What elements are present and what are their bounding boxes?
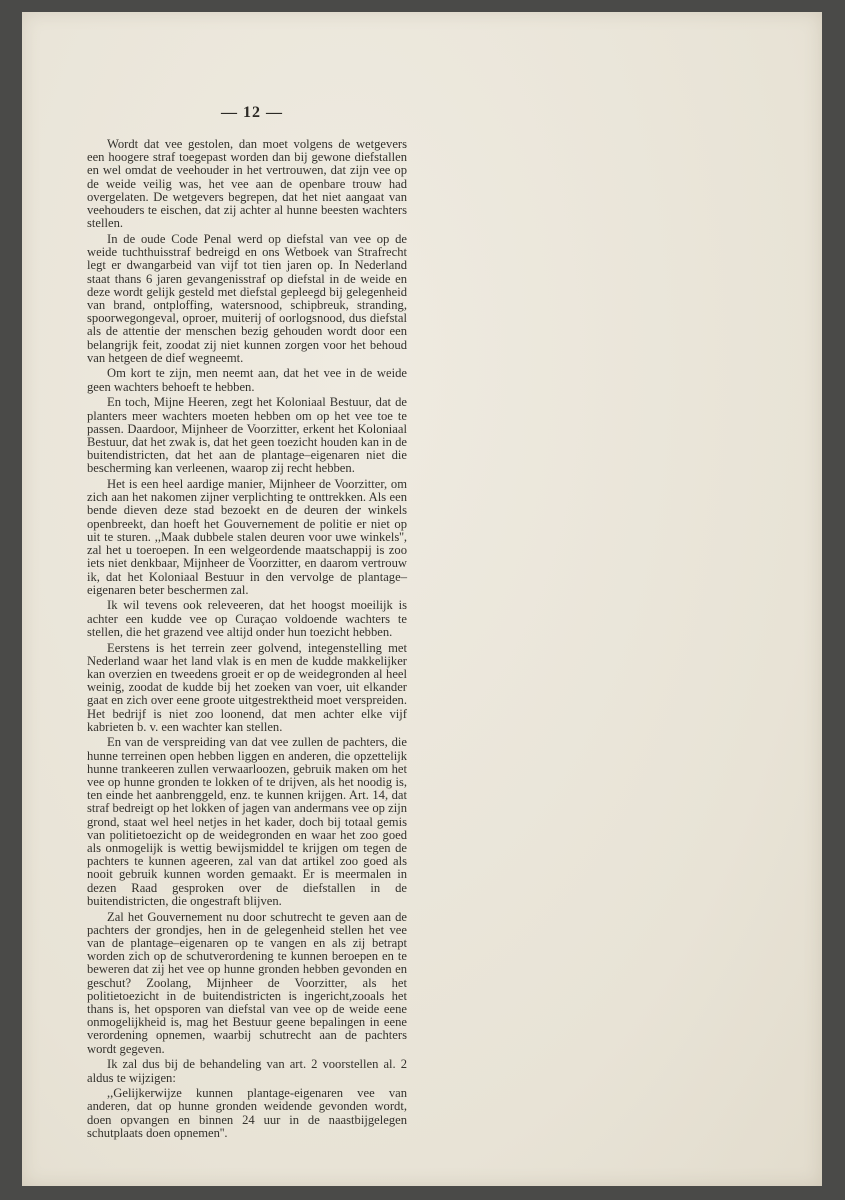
paragraph: En toch, Mijne Heeren, zegt het Koloniaal Bestuur, dat de planters meer wachters moeten hebben om op het vee toe te passen. Daardoor, Mijnheer de Voorzitter, erkent het Koloniaal Bestuur, dat het zwak is, dat het geen toezicht houden kan in de buitendistricten, dat het aan de plantage–eigenaren niet die bescherming kan verleenen, waarop zij recht hebben.	[87, 395, 407, 476]
paragraph: Het is een heel aardige manier, Mijnheer de Voorzitter, om zich aan het nakomen zijner verplichting te onttrekken. Als een bende dieven deze stad bezoekt en de deuren der winkels openbreekt, dan hoeft het Gouvernement de politie er niet op uit te sturen. ,,Maak dubbele stalen deuren voor uwe winkels'', zal het u toeroepen. In een welgeordende maatschappij is zoo iets niet denkbaar, Mijnheer de Voorzitter, en daarom vertrouw ik, dat het Koloniaal Bestuur in den vervolge de plantage–eigenaren beter beschermen zal.	[87, 477, 407, 597]
document-page	[22, 12, 822, 1186]
paragraph: Ik zal dus bij de behandeling van art. 2 voorstellen al. 2 aldus te wijzigen:	[87, 1057, 407, 1085]
paragraph: In de oude Code Penal werd op diefstal van vee op de weide tuchthuisstraf bedreigd en ons Wetboek van Strafrecht legt er dwangarbeid van vijf tot tien jaren op. In Nederland staat thans 6 jaren gevangenisstraf op diefstal in de weide en deze wordt gelijk gesteld met diefstal gepleegd bij gelegenheid van brand, ontploffing, watersnood, schipbreuk, stranding, spoorwegongeval, oproer, muiterij of oorlogsnood, dus diefstal als de attentie der menschen bezig gehouden wordt door een belangrijk feit, zoodat zij niet kunnen zorgen voor het behoud van hetgeen de dief wegneemt.	[87, 231, 407, 365]
paragraph: Ik wil tevens ook releveeren, dat het hoogst moeilijk is achter een kudde vee op Curaçao voldoende wachters te stellen, die het grazend vee altijd onder hun toezicht hebben.	[87, 598, 407, 639]
body-text	[87, 138, 407, 1143]
paragraph: Eerstens is het terrein zeer golvend, integenstelling met Nederland waar het land vlak is en men de kudde makkelijker kan overzien en tweedens groeit er op de weidegronden al heel weinig, zoodat de kudde bij het zoeken van voer, uit elkander gaat en zich over eene groote uitgestrektheid moet verspreiden. Het bedrijf is niet zoo loonend, dat men achter elke vijf kabrieten b. v. een wachter kan stellen.	[87, 640, 407, 734]
paragraph: Wordt dat vee gestolen, dan moet volgens de wetgevers een hoogere straf toegepast worden dan bij gewone diefstallen en wel omdat de veehouder in het vertrouwen, dat zijn vee op de weide veilig was, het vee aan de openbare trouw had overgelaten. De wetgevers begrepen, dat het niet aangaat van veehouders te eischen, dat zij achter al hunne beesten wachters stellen.	[87, 137, 407, 231]
page-number: — 12 —	[221, 104, 283, 121]
paragraph: Om kort te zijn, men neemt aan, dat het vee in de weide geen wachters behoeft te hebben.	[87, 366, 407, 394]
quoted-amendment: ,,Gelijkerwijze kunnen plantage-eigenaren vee van anderen, dat op hunne gronden weidende gevonden wordt, doen opvangen en binnen 24 uur in de naastbijgelegen schutplaats doen opnemen''.	[87, 1086, 407, 1140]
paragraph: Zal het Gouvernement nu door schutrecht te geven aan de pachters der grondjes, hen in de gelegenheid stellen het vee van de plantage–eigenaren op te vangen en als zij betrapt worden zich op de schutverordening te kunnen beroepen en te beweren dat zij het vee op hunne gronden hebben gevonden en geschut? Zoolang, Mijnheer de Voorzitter, als het politietoezicht in de buitendistricten is ingericht,zooals het thans is, het opsporen van diefstal van vee op de weide eene onmogelijkheid is, mag het Bestuur geene bepalingen in eene verordening opnemen, waarbij schutrecht aan de pachters wordt gegeven.	[87, 909, 407, 1056]
paragraph: En van de verspreiding van dat vee zullen de pachters, die hunne terreinen open hebben liggen en anderen, die opzettelijk hunne trankeeren zullen verwaarloozen, gebruik maken om het vee op hunne gronden te lokken of te drijven, als het noodig is, ten einde het aanbrenggeld, enz. te kunnen krijgen. Art. 14, dat straf bedreigt op het lokken of jagen van andermans vee op zijn grond, staat wel heel netjes in het kader, doch bij totaal gemis van politietoezicht op de weidegronden en waar het zoo goed als onmogelijk is wettig bewijsmiddel te krijgen om tegen de pachters te kunnen ageeren, zal van dat artikel zoo goed als nooit gebruik kunnen worden gemaakt. Er is meermalen in dezen Raad gesproken over de diefstallen in de buitendistricten, die ongestraft blijven.	[87, 735, 407, 908]
